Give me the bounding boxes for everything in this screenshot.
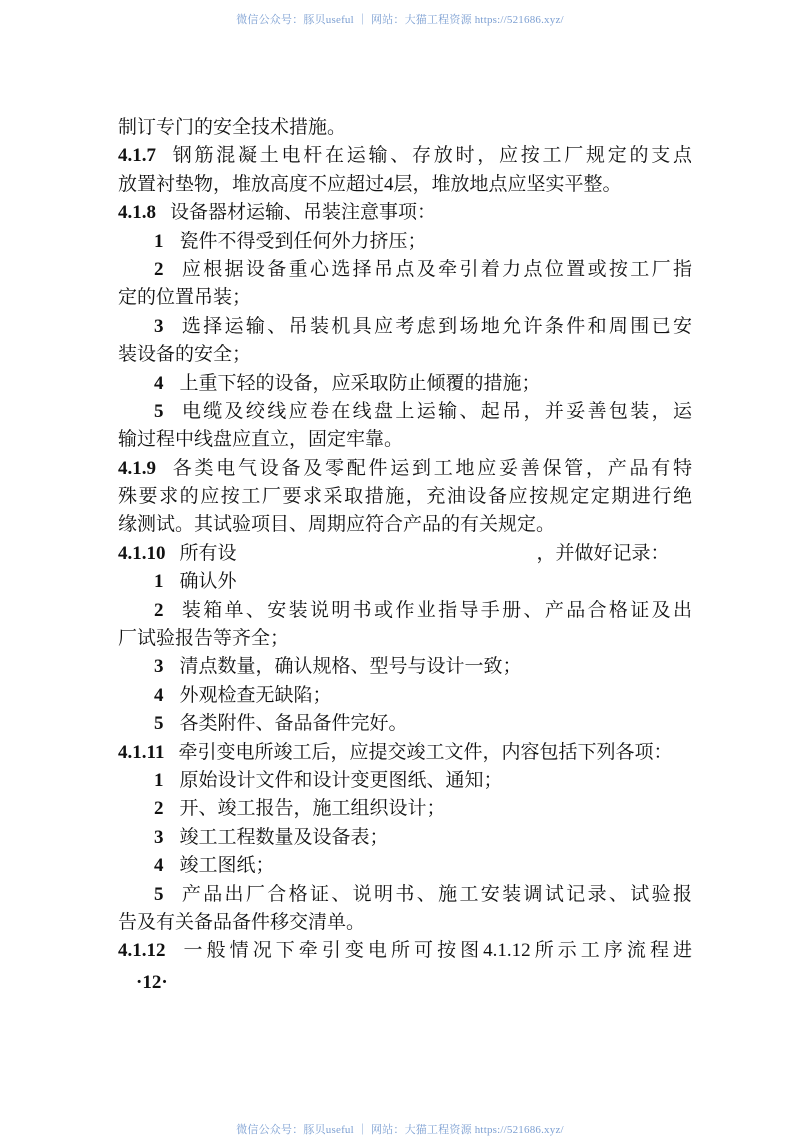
item-number: 5: [154, 713, 164, 735]
list-item: [118, 824, 692, 852]
line-text: 清点数量，确认规格、型号与设计一致；: [179, 656, 522, 678]
list-item: [118, 398, 692, 426]
line-text: 输过程中线盘应直立，固定牢靠。: [118, 429, 404, 451]
text-line: [118, 284, 692, 312]
item-number: 5: [154, 883, 164, 905]
list-item: [118, 710, 692, 738]
list-item: [118, 370, 692, 398]
line-text: 一般情况下牵引变电所可按图4.1.12所示工序流程进: [179, 940, 692, 962]
line-text: 制订专门的安全技术措施。: [118, 117, 347, 138]
line-text: 厂试验报告等齐全；: [118, 628, 290, 650]
line-text: 瓷件不得受到任何外力挤压；: [179, 230, 427, 252]
item-number: 2: [154, 798, 164, 820]
line-text: 电缆及绞线应卷在线盘上运输、起吊，并妥善包装，运: [179, 400, 692, 422]
clause-number: 4.1.12: [118, 940, 166, 962]
item-number: 3: [154, 826, 164, 848]
text-line: [118, 114, 692, 142]
list-item: [118, 795, 692, 823]
list-item: [118, 852, 692, 880]
line-text: 各类附件、备品备件完好。: [179, 713, 408, 735]
clause-4-1-12: [118, 937, 692, 965]
clause-4-1-11: [118, 739, 692, 767]
watermark-header: 微信公众号：豚贝useful ｜ 网站：大猫工程资源 https://521686.xyz/: [236, 14, 564, 26]
line-text: 原始设计文件和设计变更图纸、通知；: [179, 769, 503, 791]
line-text: 上重下轻的设备，应采取防止倾覆的措施；: [179, 372, 541, 394]
text-line: [118, 426, 692, 454]
line-text: 开、竣工报告，施工组织设计；: [179, 798, 446, 820]
list-item: [118, 256, 692, 284]
line-text: 产品出厂合格证、说明书、施工安装调试记录、试验报: [179, 883, 692, 905]
list-item: [118, 597, 692, 625]
text-line: [118, 909, 692, 937]
list-item: [118, 881, 692, 909]
item-number: 4: [154, 372, 164, 394]
item-number: 1: [154, 769, 164, 791]
item-number: 5: [154, 400, 164, 422]
list-item: [118, 313, 692, 341]
text-line: [118, 625, 692, 653]
line-text: 殊要求的应按工厂要求采取措施，充油设备应按规定定期进行绝: [118, 486, 692, 508]
text-line: [118, 341, 692, 369]
line-text: 应根据设备重心选择吊点及牵引着力点位置或按工厂指: [179, 258, 692, 280]
list-item: [118, 653, 692, 681]
line-text: 设备器材运输、吊装注意事项：: [170, 202, 437, 224]
list-item: [118, 568, 692, 596]
text-line: [118, 511, 692, 539]
list-item: [118, 767, 692, 795]
line-text: 选择运输、吊装机具应考虑到场地允许条件和周围已安: [179, 315, 692, 337]
clause-4-1-10: [118, 540, 692, 568]
line-text: 竣工图纸；: [179, 855, 275, 877]
line-text: 缘测试。其试验项目、周期应符合产品的有关规定。: [118, 514, 556, 536]
list-item: [118, 228, 692, 256]
item-number: 3: [154, 656, 164, 678]
text-line: [118, 483, 692, 511]
item-number: 1: [154, 230, 164, 252]
clause-number: 4.1.7: [118, 145, 156, 167]
line-text: 牵引变电所竣工后，应提交竣工文件，内容包括下列各项：: [178, 741, 673, 763]
line-text: 定的位置吊装；: [118, 287, 252, 309]
clause-number: 4.1.9: [118, 457, 156, 479]
item-number: 2: [154, 599, 164, 621]
document-body: [118, 114, 692, 966]
clause-4-1-8: [118, 199, 692, 227]
line-text: 各类电气设备及零配件运到工地应妥善保管，产品有特: [170, 457, 692, 479]
line-text-end: ，并做好记录：: [536, 542, 670, 564]
clause-number: 4.1.10: [118, 542, 166, 564]
line-text: 竣工工程数量及设备表；: [179, 826, 389, 848]
page-number: ·12·: [136, 972, 168, 993]
clause-number: 4.1.11: [118, 741, 165, 763]
line-text: 所有设: [179, 542, 237, 564]
clause-number: 4.1.8: [118, 202, 156, 224]
clause-4-1-7: [118, 142, 692, 170]
text-line: [118, 171, 692, 199]
line-text: 装箱单、安装说明书或作业指导手册、产品合格证及出: [179, 599, 692, 621]
item-number: 1: [154, 571, 164, 593]
item-number: 4: [154, 855, 164, 877]
watermark-footer: 微信公众号：豚贝useful ｜ 网站：大猫工程资源 https://521686.xyz/: [236, 1124, 564, 1136]
list-item: [118, 682, 692, 710]
item-number: 4: [154, 684, 164, 706]
clause-4-1-9: [118, 455, 692, 483]
line-text: 外观检查无缺陷；: [179, 684, 332, 706]
item-number: 3: [154, 315, 164, 337]
line-text: 确认外: [179, 571, 237, 593]
line-text: 告及有关备品备件移交清单。: [118, 911, 366, 933]
item-number: 2: [154, 258, 164, 280]
line-text: 钢筋混凝土电杆在运输、存放时，应按工厂规定的支点: [170, 145, 692, 167]
line-text: 放置衬垫物，堆放高度不应超过4层，堆放地点应坚实平整。: [118, 173, 622, 195]
line-text: 装设备的安全；: [118, 344, 252, 366]
